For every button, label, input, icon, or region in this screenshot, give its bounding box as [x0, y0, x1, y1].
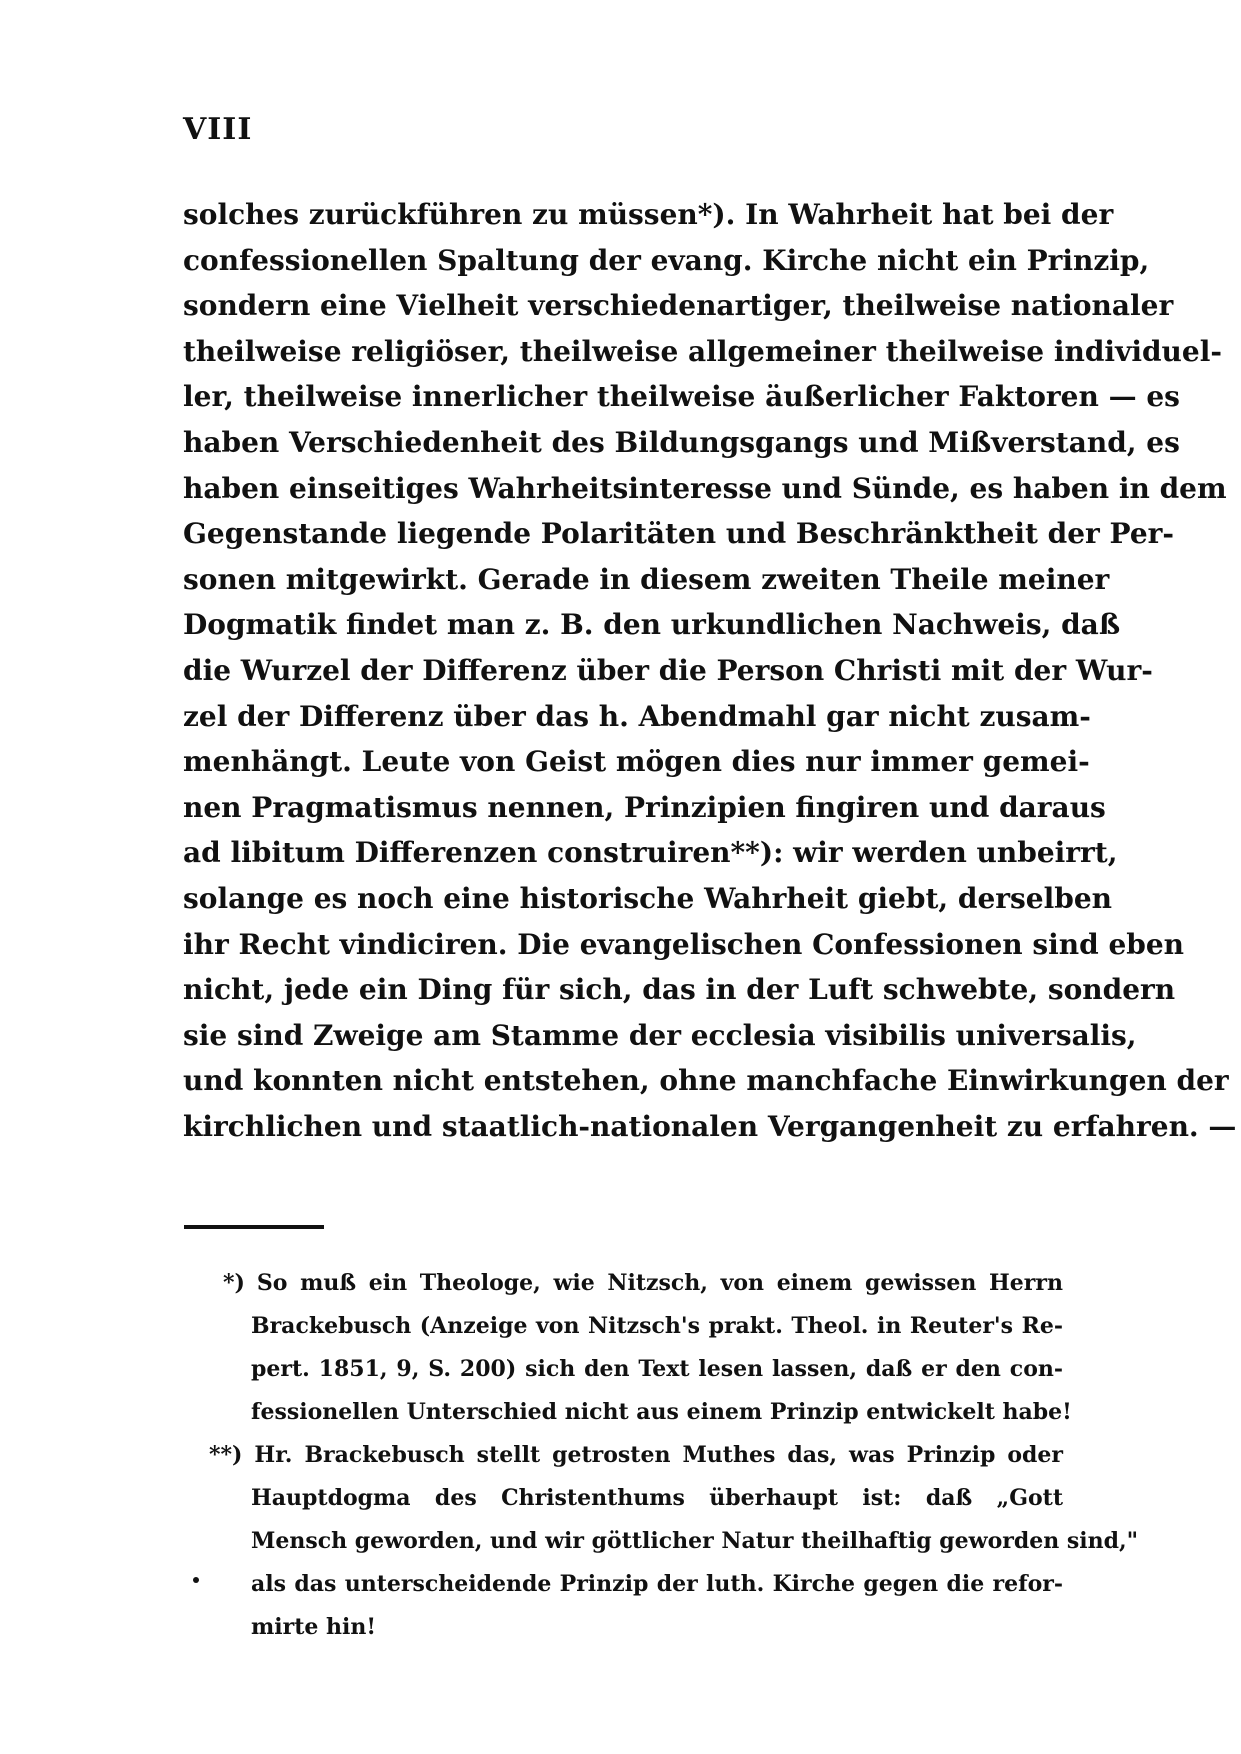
text-line: sonen mitgewirkt. Gerade in diesem zweiten Theile meiner — [183, 562, 1110, 596]
page-number: VIII — [183, 112, 253, 147]
footnote-2 — [183, 1434, 1139, 1649]
footnotes — [183, 1262, 1139, 1649]
text-line: und konnten nicht entstehen, ohne manchfache Einwirkungen der — [183, 1064, 1229, 1098]
text-line: nen Pragmatismus nennen, Prinzipien fingiren und daraus — [183, 790, 1106, 824]
text-line: menhängt. Leute von Geist mögen dies nur immer gemei- — [183, 745, 1090, 779]
text-line: die Wurzel der Differenz über die Person Christi mit der Wur- — [183, 653, 1153, 687]
text-line: Gegenstande liegende Polaritäten und Beschränktheit der Per- — [183, 517, 1175, 551]
text-line: sondern eine Vielheit verschiedenartiger, theilweise nationaler — [183, 289, 1174, 323]
footnote-line — [183, 1434, 1063, 1477]
text-line: haben Verschiedenheit des Bildungsgangs und Mißverstand, es — [183, 425, 1180, 459]
text-line: zel der Differenz über das h. Abendmahl gar nicht zusam- — [183, 699, 1091, 733]
footnote-marker: **) — [209, 1442, 243, 1468]
text-line: nicht, jede ein Ding für sich, das in der Luft schwebte, sondern — [183, 973, 1176, 1007]
footnote-divider — [184, 1225, 324, 1229]
footnote-line: Brackebusch (Anzeige von Nitzsch's prakt. Theol. in Reuter's Re- — [251, 1313, 1063, 1339]
print-speck — [193, 1577, 199, 1583]
footnote-line — [183, 1262, 1063, 1305]
footnote-marker: *) — [223, 1270, 245, 1296]
main-text — [183, 192, 1237, 1149]
text-line: theilweise religiöser, theilweise allgemeiner theilweise individuel- — [183, 334, 1222, 368]
footnote-line: fessionellen Unterschied nicht aus einem Prinzip entwickelt habe! — [251, 1399, 1072, 1425]
footnote-text: Hr. Brackebusch stellt getrosten Muthes das, was Prinzip oder — [254, 1442, 1063, 1468]
text-line: Dogmatik findet man z. B. den urkundlichen Nachweis, daß — [183, 608, 1121, 642]
text-line: ler, theilweise innerlicher theilweise äußerlicher Faktoren — es — [183, 380, 1180, 414]
text-line: solange es noch eine historische Wahrheit giebt, derselben — [183, 881, 1112, 915]
footnote-line: als das unterscheidende Prinzip der luth. Kirche gegen die refor- — [251, 1571, 1063, 1597]
text-line: sie sind Zweige am Stamme der ecclesia visibilis universalis, — [183, 1018, 1137, 1052]
footnote-line: pert. 1851, 9, S. 200) sich den Text lesen lassen, daß er den con- — [251, 1356, 1063, 1382]
text-line: ad libitum Differenzen construiren**): wir werden unbeirrt, — [183, 836, 1118, 870]
footnote-1 — [183, 1262, 1072, 1434]
text-line: solches zurückführen zu müssen*). In Wahrheit hat bei der — [183, 198, 1114, 231]
text-line: confessionellen Spaltung der evang. Kirche nicht ein Prinzip, — [183, 243, 1150, 277]
footnote-line: mirte hin! — [251, 1614, 377, 1640]
footnote-line: Mensch geworden, und wir göttlicher Natur theilhaftig geworden sind," — [251, 1528, 1139, 1554]
footnote-line: Hauptdogma des Christenthums überhaupt ist: daß „Gott — [251, 1485, 1063, 1511]
text-line: haben einseitiges Wahrheitsinteresse und Sünde, es haben in dem — [183, 471, 1227, 505]
text-line: kirchlichen und staatlich-nationalen Vergangenheit zu erfahren. — — [183, 1109, 1237, 1143]
footnote-text: So muß ein Theologe, wie Nitzsch, von einem gewissen Herrn — [256, 1270, 1063, 1296]
text-line: ihr Recht vindiciren. Die evangelischen Confessionen sind eben — [183, 927, 1185, 961]
